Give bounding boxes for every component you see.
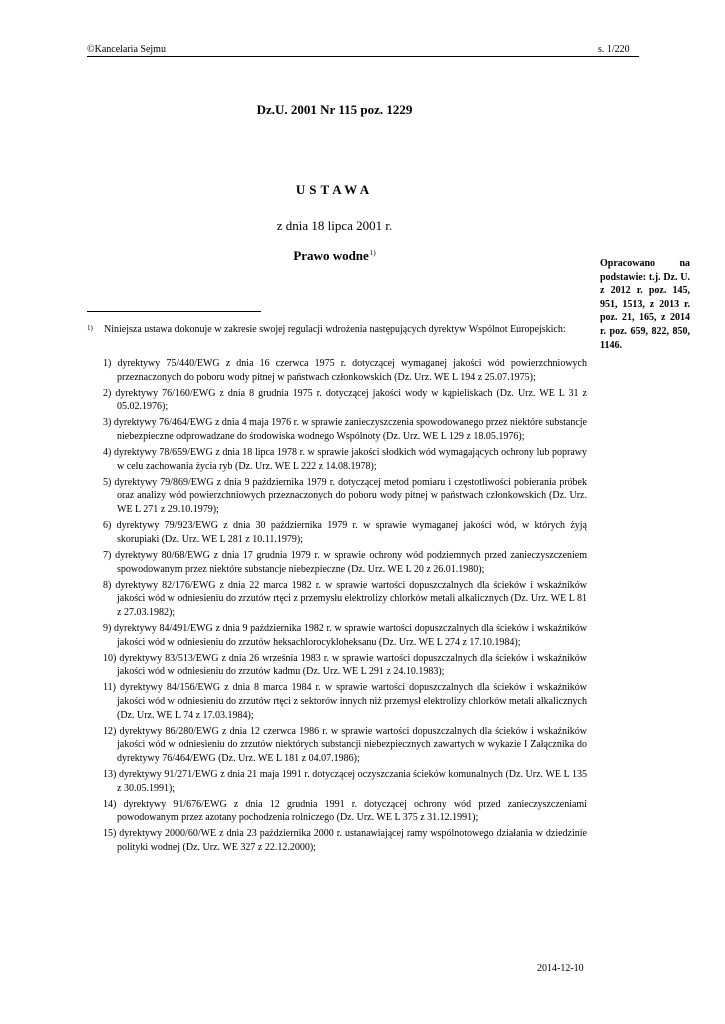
list-item: 4) dyrektywy 78/659/EWG z dnia 18 lipca 1978 r. w sprawie jakości słodkich wód wymagających ochrony lub poprawy w celu zachowania życia ryb (Dz. Urz. WE L 222 z 14.08.1978); xyxy=(103,447,587,472)
list-item: 11) dyrektywy 84/156/EWG z dnia 8 marca 1984 r. w sprawie wartości dopuszczalnych dla ścieków i wskaźników jakości wód w odniesieniu do zrzutów rtęci z sektorów innych niż przemysł elektrolizy chlorków metali alkalicznych (Dz. Urz. WE L 74 z 17.03.1984); xyxy=(103,682,587,721)
list-item: 7) dyrektywy 80/68/EWG z dnia 17 grudnia 1979 r. w sprawie ochrony wód podziemnych przed zanieczyszczeniem spowodowanym przez niektóre substancje niebezpieczne (Dz. Urz. WE L 20 z 26.01.1980); xyxy=(103,549,587,575)
document-title: Dz.U. 2001 Nr 115 poz. 1229 xyxy=(256,102,413,117)
footer-date: 2014-12-10 xyxy=(537,963,584,974)
list-item: 10) dyrektywy 83/513/EWG z dnia 26 września 1983 r. w sprawie wartości dopuszczalnych dla ścieków i wskaźników jakości wód w odniesieniu do zrzutów kadmu (Dz. Urz. WE L 291 z 24.10.1983); xyxy=(103,652,587,678)
list-item: 3) dyrektywy 76/464/EWG z dnia 4 maja 1976 r. w sprawie zanieczyszczenia spowodowanego przez niektóre substancje niebezpieczne odprowadzane do środowiska wodnego Wspólnoty (Dz. Urz. WE L 129 z 18.05.1976); xyxy=(103,417,587,443)
list-item: 6) dyrektywy 79/923/EWG z dnia 30 października 1979 r. w sprawie wymaganej jakości wód, w których żyją skorupiaki (Dz. Urz. WE L 281 z 10.11.1979); xyxy=(103,520,587,545)
list-item: 8) dyrektywy 82/176/EWG z dnia 22 marca 1982 r. w sprawie wartości dopuszczalnych dla ścieków i wskaźników jakości wód w odniesieniu do zrzutów rtęci z przemysłu elektrolizy chlorków metali alkalicznych (Dz. Urz. WE L 81 z 27.03.1982); xyxy=(103,579,587,618)
act-date: z dnia 18 lipca 2001 r. xyxy=(276,218,393,233)
header-publisher: ©Kancelaria Sejmu xyxy=(87,44,166,55)
act-type: USTAWA xyxy=(295,182,374,197)
header-divider xyxy=(87,56,639,57)
list-item: 5) dyrektywy 79/869/EWG z dnia 9 października 1979 r. dotyczącej metod pomiaru i częstotliwości pobierania próbek oraz analizy wód powierzchniowych przeznaczonych do poboru wody pitnej w państwach członkowskich (Dz. Urz. WE L 271 z 29.10.1979); xyxy=(103,476,587,516)
list-item: 12) dyrektywy 86/280/EWG z dnia 12 czerwca 1986 r. w sprawie wartości dopuszczalnych dla ścieków i wskaźników jakości wód w odniesieniu do zrzutów niektórych substancji niebezpiecznych zawartych w wykazie I Załącznika do dyrektywy 76/464/EWG (Dz. Urz. WE L 181 z 04.07.1986); xyxy=(103,725,587,765)
footnote-intro xyxy=(87,323,587,337)
footnote-marker: 1) xyxy=(87,324,93,332)
list-item: 9) dyrektywy 84/491/EWG z dnia 9 października 1982 r. w sprawie wartości dopuszczalnych dla ścieków i wskaźników jakości wód w odniesieniu do zrzutów heksachlorocykloheksanu (Dz. Urz. WE L 274 z 17.10.1984); xyxy=(103,622,587,648)
list-item: 2) dyrektywy 76/160/EWG z dnia 8 grudnia 1975 r. dotyczącej jakości wody w kąpieliskach (Dz. Urz. WE L 31 z 05.02.1976); xyxy=(103,387,587,413)
footnote-directive-list xyxy=(87,357,587,857)
header-page-number: s. 1/220 xyxy=(598,44,630,55)
act-name xyxy=(87,248,582,264)
footnote-reference[interactable]: 1) xyxy=(369,249,376,257)
act-name-text: Prawo wodne xyxy=(293,248,369,263)
list-item: 14) dyrektywy 91/676/EWG z dnia 12 grudnia 1991 r. dotyczącej ochrony wód przed zanieczyszczeniami powodowanym przez azotany pochodzenia rolniczego (Dz. Urz. WE L 375 z 31.12.1991); xyxy=(103,798,587,824)
list-item: 15) dyrektywy 2000/60/WE z dnia 23 października 2000 r. ustanawiającej ramy wspólnotowego działania w dziedzinie polityki wodnej (Dz. Urz. WE 327 z 22.12.2000); xyxy=(103,828,587,854)
footnote-intro-text: Niniejsza ustawa dokonuje w zakresie swojej regulacji wdrożenia następujących dyrektyw Wspólnot Europejskich: xyxy=(104,324,566,335)
list-item: 13) dyrektywy 91/271/EWG z dnia 21 maja 1991 r. dotyczącej oczyszczania ścieków komunalnych (Dz. Urz. WE L 135 z 30.05.1991); xyxy=(103,769,587,794)
side-note: Opracowano na podstawie: t.j. Dz. U. z 2012 r. poz. 145, 951, 1513, z 2013 r. poz. 21, 165, z 2014 r. poz. 659, 822, 850, 1146. xyxy=(600,258,690,351)
list-item: 1) dyrektywy 75/440/EWG z dnia 16 czerwca 1975 r. dotyczącej wymaganej jakości wód powierzchniowych przeznaczonych do poboru wody pitnej w państwach członkowskich (Dz. Urz. WE L 194 z 25.07.1975); xyxy=(103,358,587,383)
footnote-separator xyxy=(87,311,261,312)
